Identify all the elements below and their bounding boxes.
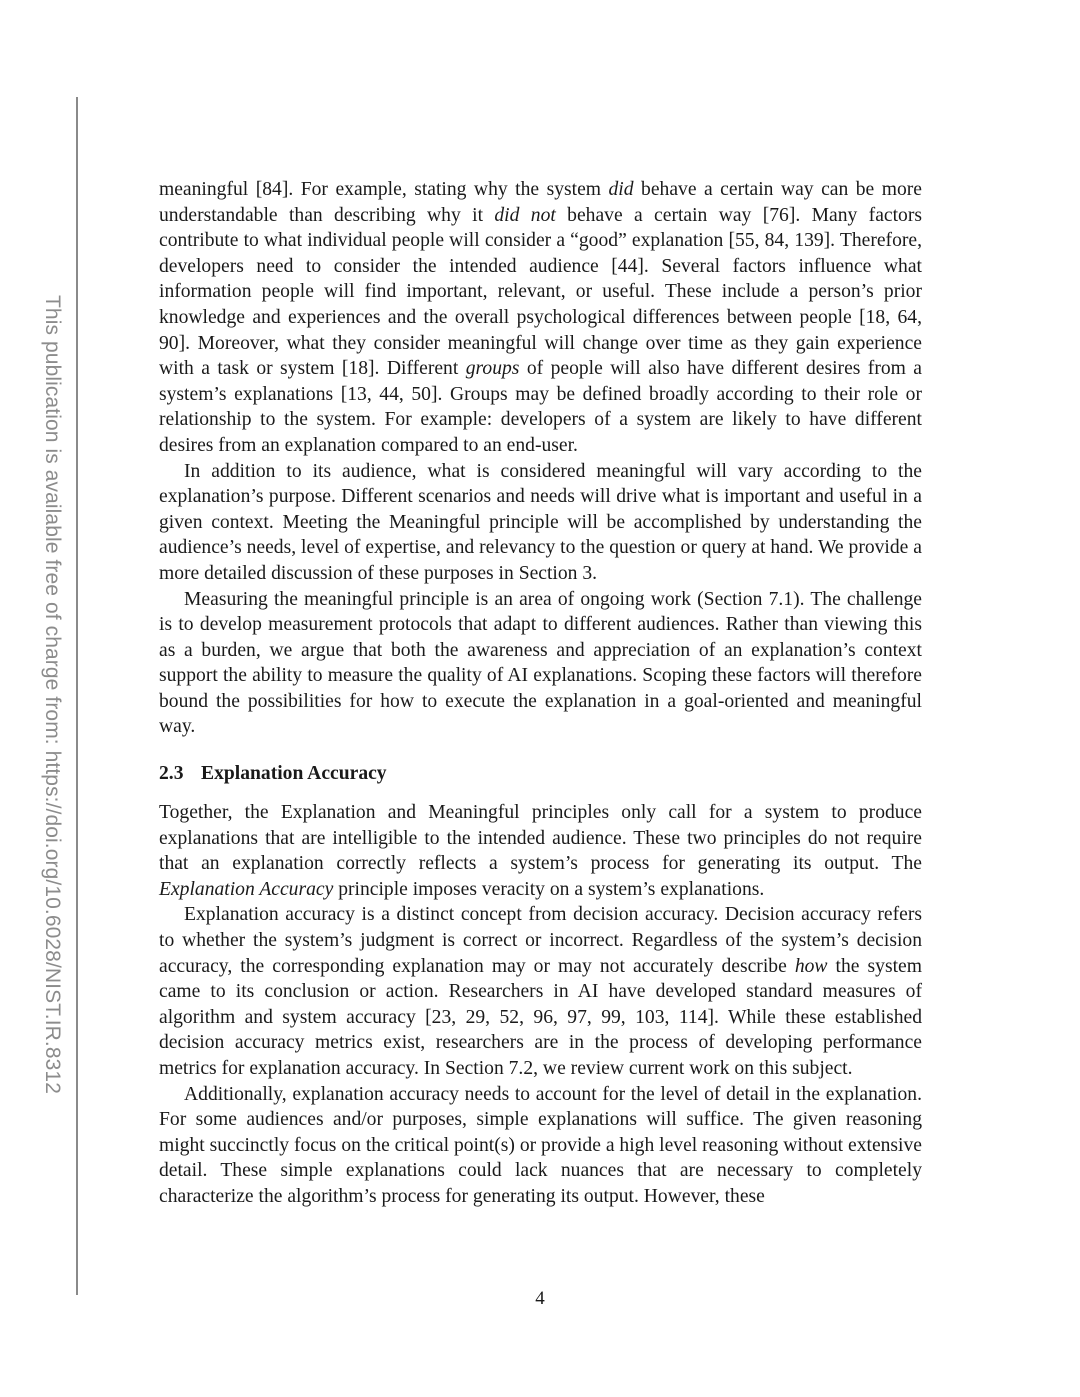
- section-heading: [159, 761, 922, 787]
- paragraph-meaningful-purpose: In addition to its audience, what is considered meaningful will vary according to the explanation’s purpose. Different scenarios and needs will drive what is important and useful in a given context. Meeting the Meaningful principle will be accomplished by understanding the audience’s needs, level of expertise, and relevancy to the question or query at hand. We provide a more detailed discussion of these purposes in Section 3.: [159, 460, 922, 584]
- paragraph-decision-accuracy: Explanation accuracy is a distinct concept from decision accuracy. Decision accuracy refers to whether the system’s judgment is correct or incorrect. Regardless of the system’s decision accuracy, the corresponding explanation may or may not accurately describe how the system came to its conclusion or action. Researchers in AI have developed standard measures of algorithm and system accuracy [23, 29, 52, 96, 97, 99, 103, 114]. While these established decision accuracy metrics exist, researchers are in the process of developing performance metrics for explanation accuracy. In Section 7.2, we review current work on this subject.: [159, 904, 922, 1079]
- paragraph-meaningful-audience: meaningful [84]. For example, stating why the system did behave a certain way can be more understandable than describing why it did not behave a certain way [76]. Many factors contribute to what individual people will consider a “good” explanation [55, 84, 139]. Therefore, developers need to consider the intended audience [44]. Several factors influence what information people will find important, relevant, or useful. These include a person’s prior knowledge and experiences and the overall psychological differences between people [18, 64, 90]. Moreover, what they consider meaningful will change over time as they gain experience with a task or system [18]. Different groups of people will also have different desires from a system’s explanations [13, 44, 50]. Groups may be defined broadly according to their role or relationship to the system. For example: developers of a system are likely to have different desires from an explanation compared to an end-user.: [159, 179, 922, 456]
- section-title: Explanation Accuracy: [201, 763, 387, 785]
- margin-rule: [76, 97, 78, 1295]
- section-number: 2.3: [159, 763, 184, 785]
- paragraph-measuring-meaningful: Measuring the meaningful principle is an area of ongoing work (Section 7.1). The challenge is to develop measurement protocols that adapt to different audiences. Rather than viewing this as a burden, we argue that both the awareness and appreciation of an explanation’s context support the ability to measure the quality of AI explanations. Scoping these factors will therefore bound the possibilities for how to execute the explanation in a goal-oriented and meaningful way.: [159, 588, 922, 738]
- availability-note-text: This publication is available free of charge from: https://doi.org/10.6028/NIST.IR.8312: [41, 295, 64, 1094]
- page-body: [159, 177, 922, 1210]
- paragraph-level-of-detail: Additionally, explanation accuracy needs to account for the level of detail in the explanation. For some audiences and/or purposes, simple explanations will suffice. The given reasoning might succinctly focus on the critical point(s) or provide a high level reasoning without extensive detail. These simple explanations could lack nuances that are necessary to completely characterize the algorithm’s process for generating its output. However, these: [159, 1083, 922, 1207]
- page-number: 4: [535, 1288, 545, 1309]
- paragraph-accuracy-intro: Together, the Explanation and Meaningful principles only call for a system to produce explanations that are intelligible to the intended audience. These two principles do not require that an explanation correctly reflects a system’s process for generating its output. The Explanation Accuracy principle imposes veracity on a system’s explanations.: [159, 802, 922, 900]
